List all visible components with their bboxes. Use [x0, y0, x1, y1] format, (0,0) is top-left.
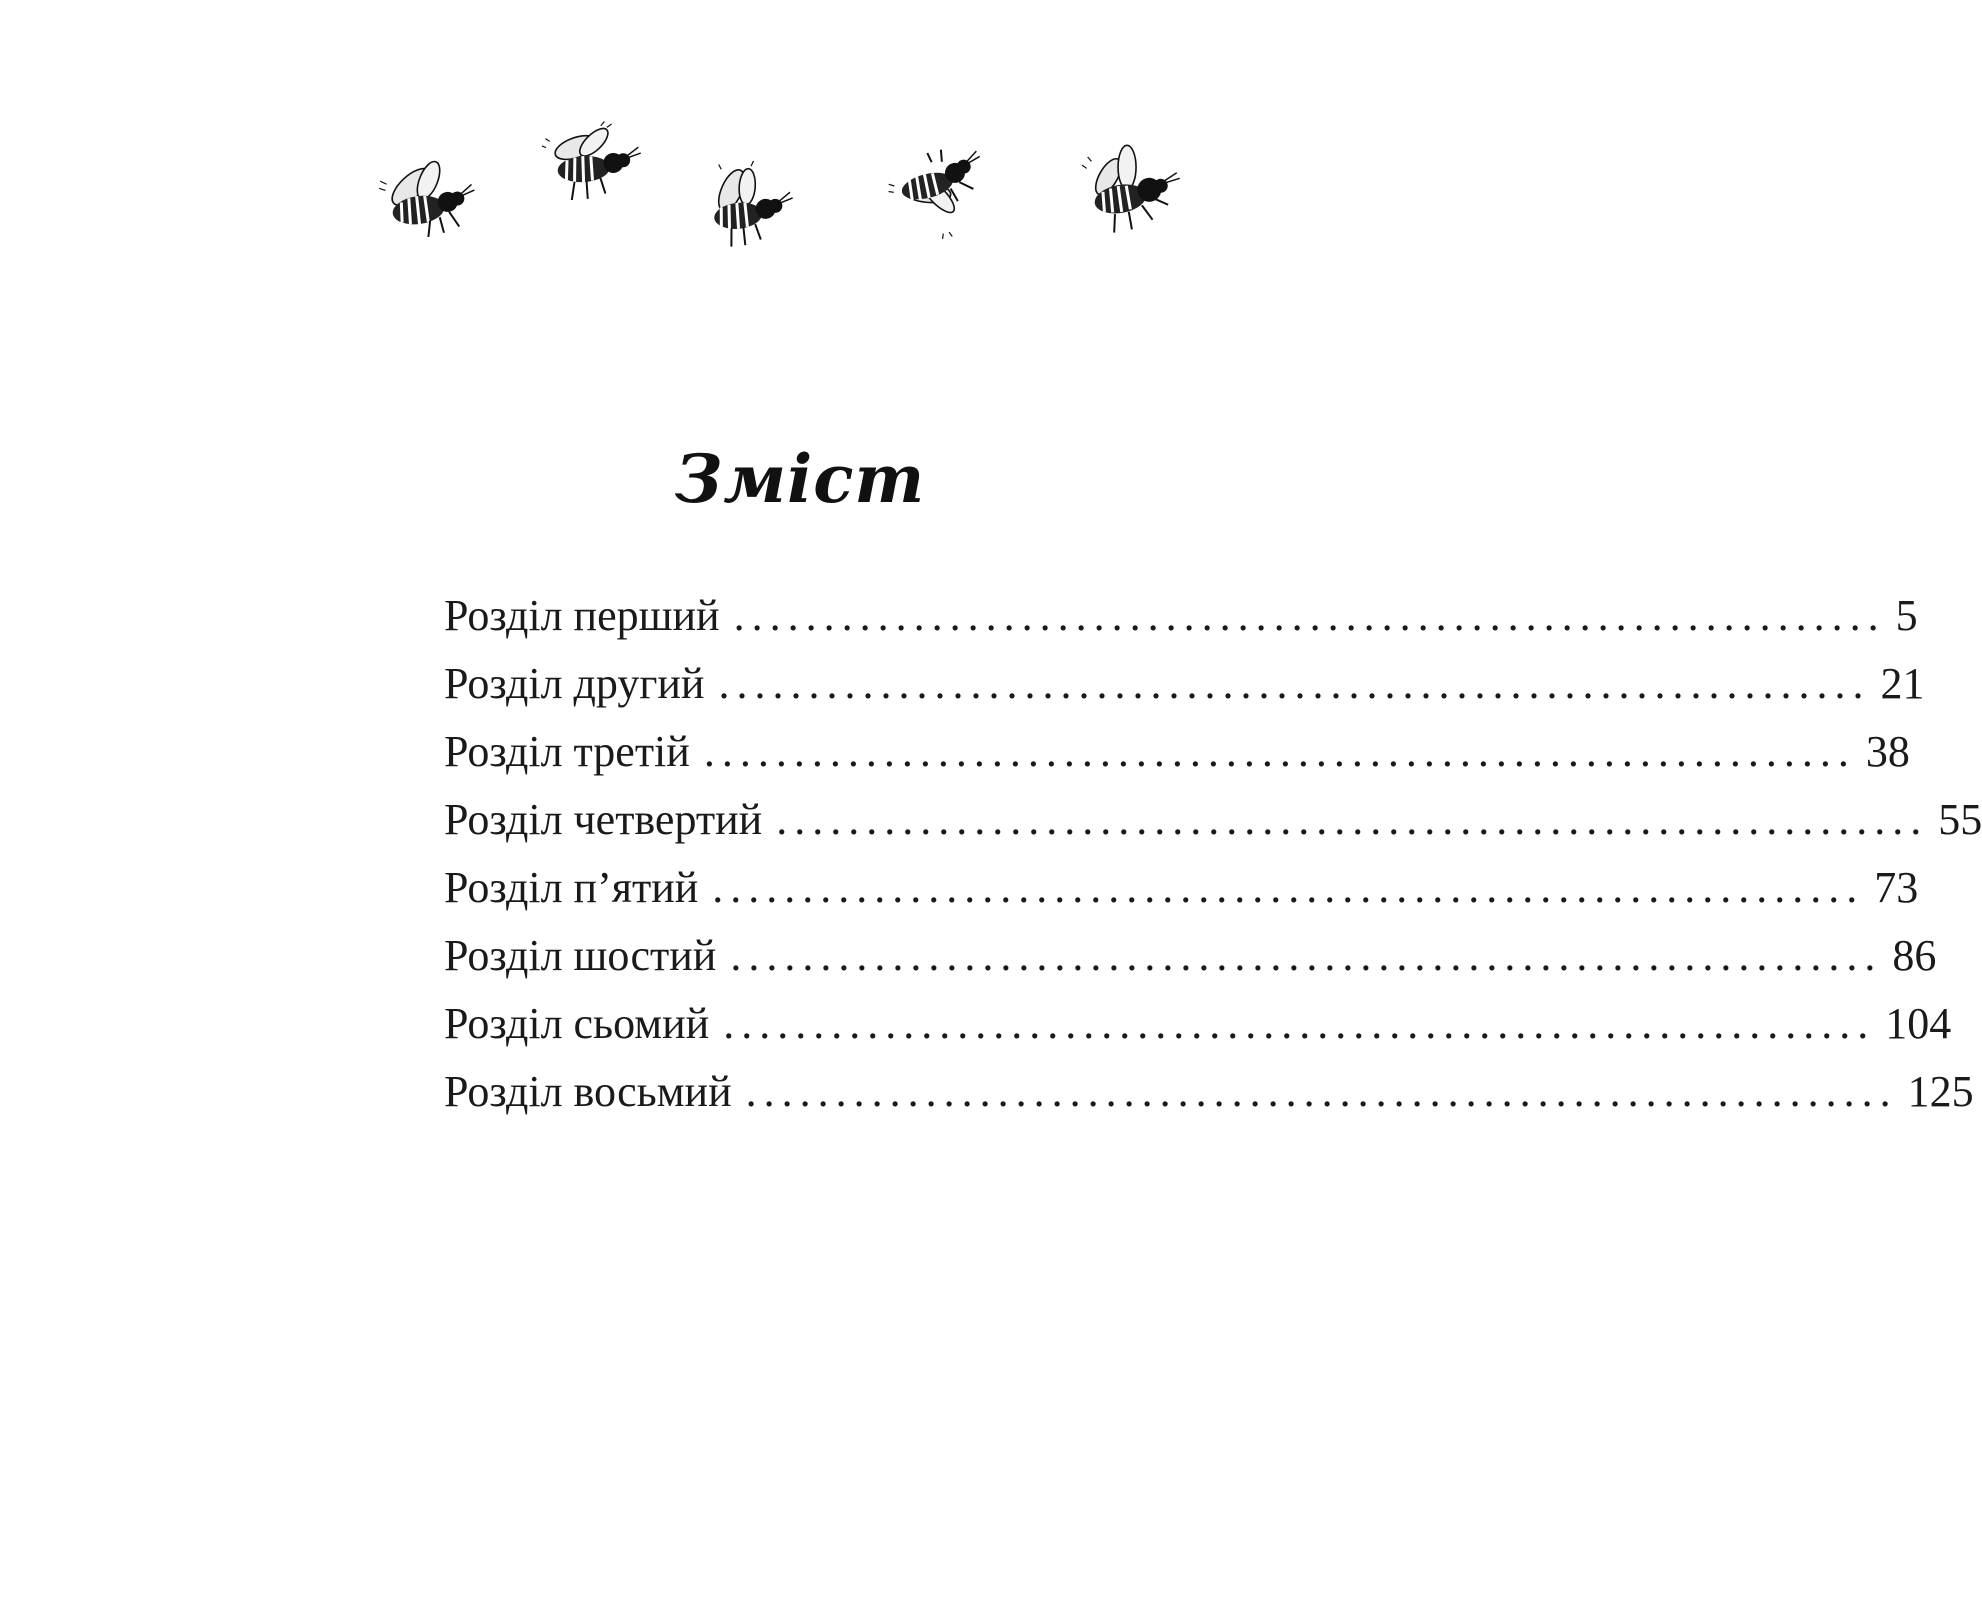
toc-entry-page: 55: [1938, 795, 1982, 844]
toc-entry-page: 5: [1895, 591, 1918, 640]
toc-entry-page: 38: [1865, 727, 1910, 776]
toc-dot-leader: ................................................................: [712, 863, 1865, 912]
toc-entry-label: Розділ п’ятий: [444, 863, 699, 912]
toc-entry-label: Розділ сьомий: [444, 999, 710, 1048]
toc-entry-page: 125: [1907, 1067, 1974, 1116]
toc-dot-leader: ................................................................: [703, 727, 1856, 776]
toc-dot-leader: ................................................................: [733, 591, 1886, 640]
toc-dot-leader: ................................................................: [776, 795, 1929, 844]
toc-entry[interactable]: [444, 998, 1952, 1066]
toc-entry-label: Розділ восьмий: [444, 1067, 732, 1116]
toc-dot-leader: ................................................................: [730, 931, 1883, 980]
toc-entry-label: Розділ шостий: [444, 931, 717, 980]
toc-entry-page: 86: [1892, 931, 1937, 980]
toc-entry-page: 73: [1874, 863, 1919, 912]
bee-illustrations: [0, 0, 1600, 300]
toc-entry-label: Розділ четвертий: [444, 795, 763, 844]
toc-entry[interactable]: [444, 726, 1910, 794]
bee-icon: [540, 114, 657, 231]
toc-entry-label: Розділ перший: [444, 591, 720, 640]
page-title: Зміст: [674, 440, 926, 518]
toc-entry[interactable]: [444, 1066, 1974, 1134]
toc-entry[interactable]: [444, 862, 1919, 930]
toc-entry-page: 21: [1880, 659, 1925, 708]
toc-dot-leader: ................................................................: [723, 999, 1876, 1048]
bee-icon: [371, 143, 495, 267]
toc-entry[interactable]: [444, 794, 1982, 862]
bee-icon: [695, 153, 816, 274]
toc-dot-leader: ................................................................: [718, 659, 1871, 708]
toc-entry-label: Розділ другий: [444, 659, 705, 708]
toc-entry-page: 104: [1885, 999, 1952, 1048]
table-of-contents: [444, 590, 1982, 1134]
toc-entry[interactable]: [444, 930, 1937, 998]
toc-entry[interactable]: [444, 658, 1925, 726]
toc-dot-leader: ................................................................: [745, 1067, 1898, 1116]
bee-icon: [878, 128, 1011, 261]
toc-entry-label: Розділ третій: [444, 727, 690, 776]
toc-entry[interactable]: [444, 590, 1918, 658]
bee-icon: [1073, 131, 1200, 258]
